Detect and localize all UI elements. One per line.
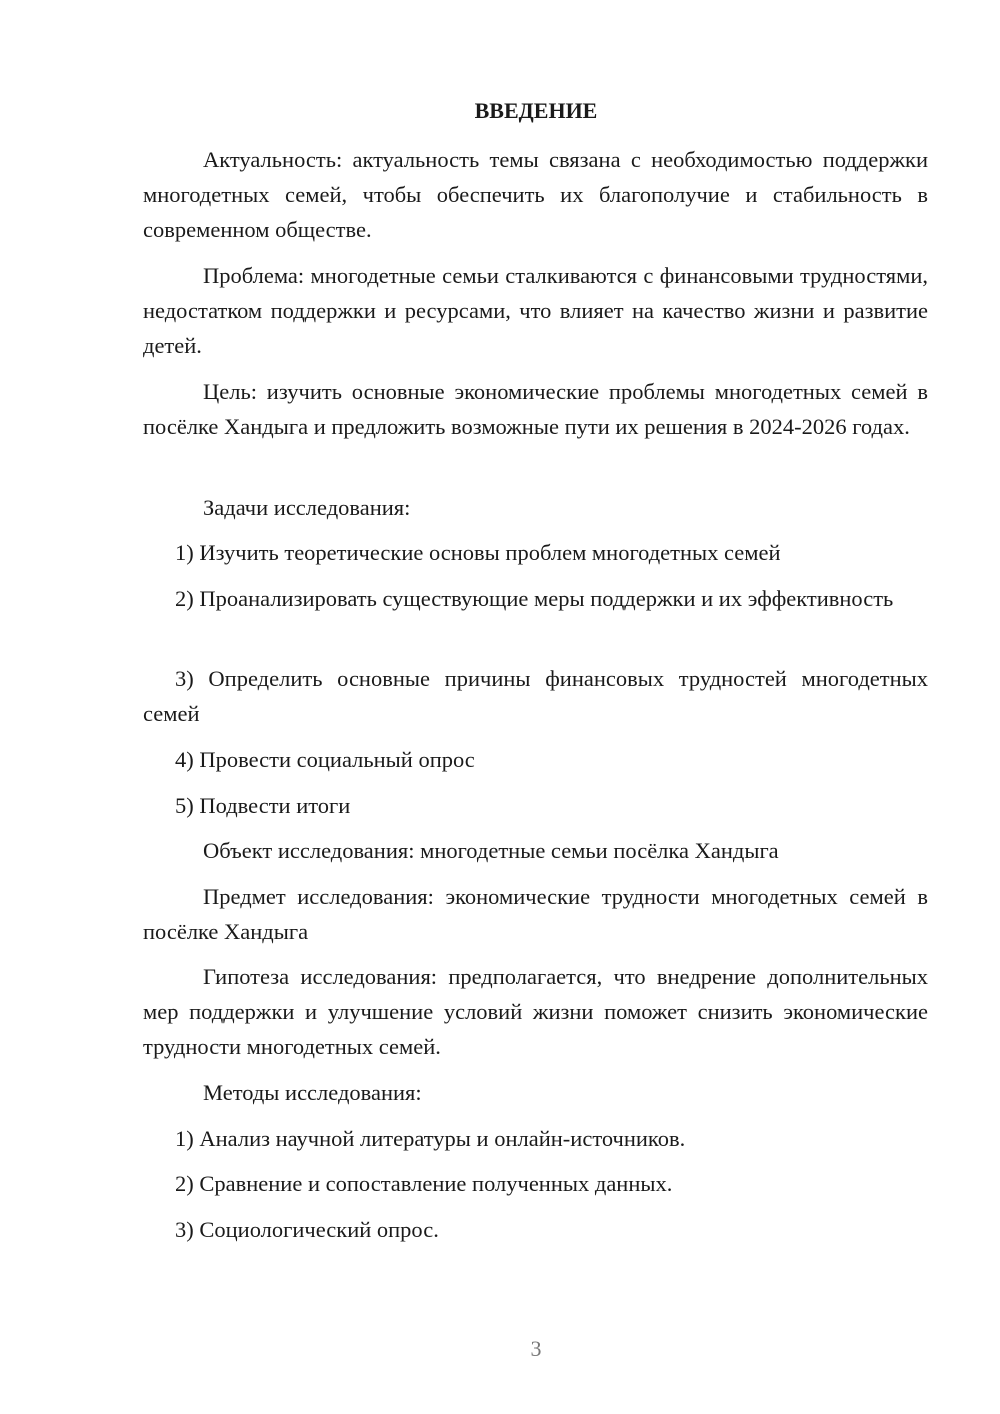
goal-paragraph: Цель: изучить основные экономические проблемы многодетных семей в посёлке Хандыга и предложить возможные пути их решения в 2024-2026 годах. (143, 379, 928, 439)
tasks-heading: Задачи исследования: (203, 495, 411, 520)
problem-paragraph: Проблема: многодетные семьи сталкиваются с финансовыми трудностями, недостатком поддержки и ресурсами, что влияет на качество жизни и развитие детей. (143, 263, 928, 358)
subject-paragraph: Предмет исследования: экономические трудности многодетных семей в посёлке Хандыга (143, 884, 928, 944)
method-item-2: 2) Сравнение и сопоставление полученных данных. (175, 1171, 673, 1196)
page-title: ВВЕДЕНИЕ (474, 98, 598, 123)
relevance-paragraph: Актуальность: актуальность темы связана с необходимостью поддержки многодетных семей, чтобы обеспечить их благополучие и стабильность в современном обществе. (143, 147, 928, 242)
task-item-5: 5) Подвести итоги (175, 793, 351, 818)
task-item-3: 3) Определить основные причины финансовых трудностей многодетных семей (143, 666, 928, 726)
task-item-2: 2) Проанализировать существующие меры поддержки и их эффективность (175, 586, 894, 611)
task-item-4: 4) Провести социальный опрос (175, 747, 475, 772)
hypothesis-paragraph: Гипотеза исследования: предполагается, что внедрение дополнительных мер поддержки и улучшение условий жизни поможет снизить экономические трудности многодетных семей. (143, 964, 928, 1059)
object-paragraph: Объект исследования: многодетные семьи посёлка Хандыга (203, 838, 779, 863)
method-item-3: 3) Социологический опрос. (175, 1217, 439, 1242)
task-item-1: 1) Изучить теоретические основы проблем многодетных семей (175, 540, 781, 565)
method-item-1: 1) Анализ научной литературы и онлайн-источников. (175, 1126, 686, 1151)
page-number: 3 (530, 1336, 542, 1361)
methods-heading: Методы исследования: (203, 1080, 422, 1105)
